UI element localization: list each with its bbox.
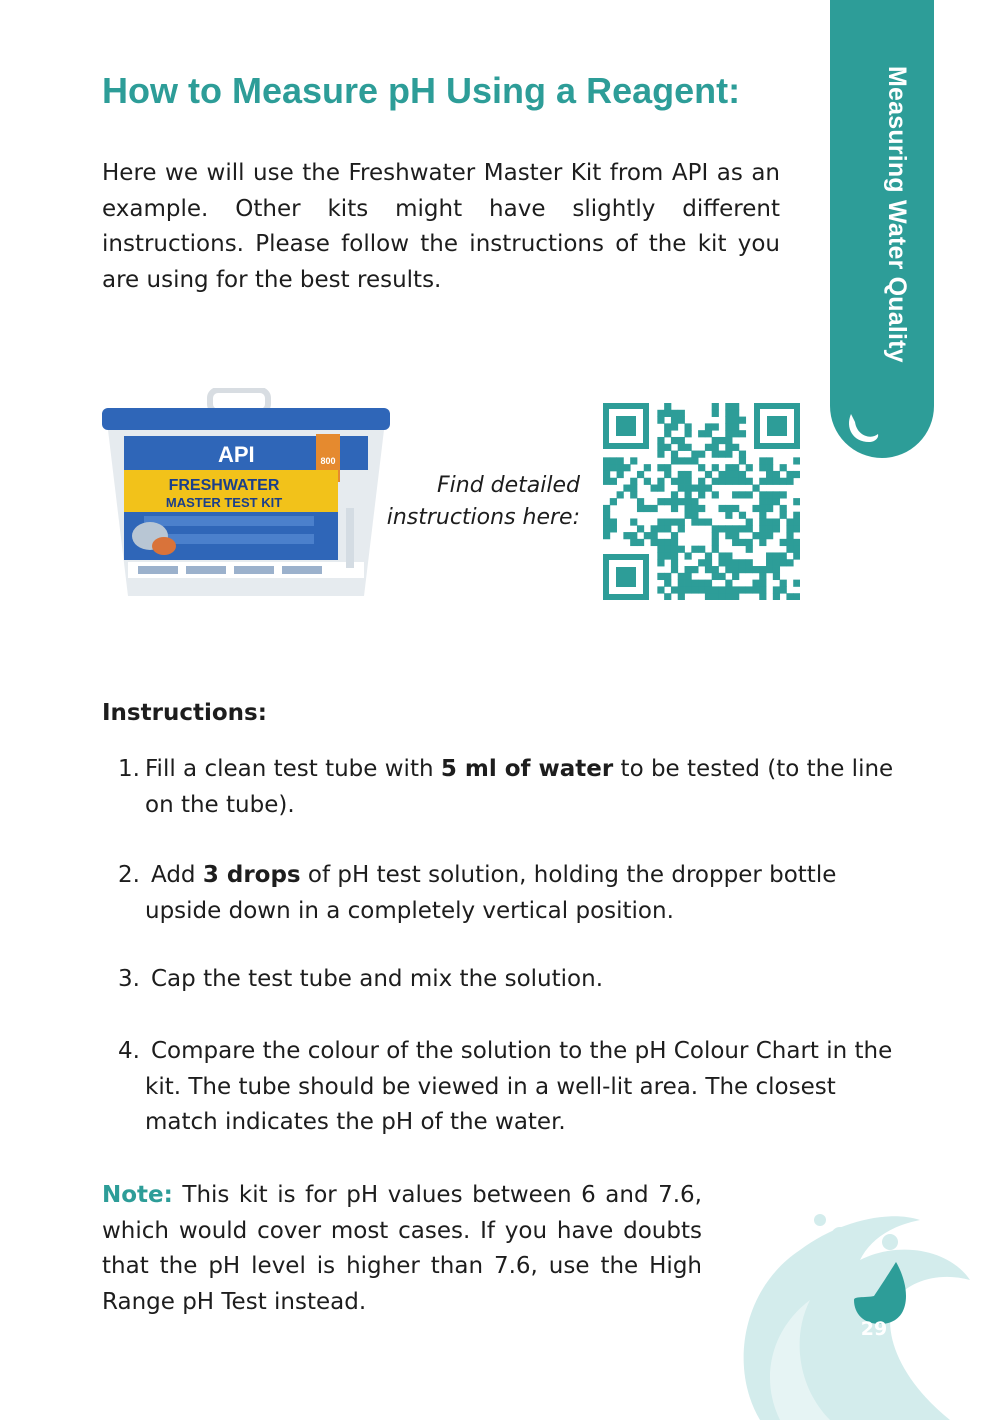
step-number: 2. (118, 862, 140, 888)
instructions-heading: Instructions: (102, 700, 267, 726)
instruction-step (118, 1034, 898, 1141)
kit-product-line2: MASTER TEST KIT (165, 495, 283, 510)
note-label: Note: (102, 1182, 173, 1208)
qr-code[interactable] (603, 403, 800, 600)
kit-product-line1: FRESHWATER (168, 477, 280, 494)
step-text: Compare the colour of the solution to the pH Colour Chart in the kit. The tube should be viewed in a well-lit area. The closest match indicates the pH of the water. (145, 1038, 893, 1135)
instruction-step (118, 752, 898, 823)
note-text: This kit is for pH values between 6 and 7.6, which would cover most cases. If you have doubts that the pH level is higher than 7.6, use the High Range pH Test instead. (102, 1182, 702, 1315)
qr-caption: Find detailed instructions here: (386, 473, 580, 530)
page-number: 29 (860, 1318, 888, 1340)
step-text: Fill a clean test tube with 5 ml of water to be tested (to the line on the tube). (145, 756, 894, 818)
step-number: 3. (118, 966, 140, 992)
intro-paragraph: Here we will use the Freshwater Master Kit from API as an example. Other kits might have slightly different instructions. Please follow the instructions of the kit you are using for the best results. (102, 160, 780, 293)
instruction-step (118, 962, 898, 998)
step-text: Cap the test tube and mix the solution. (151, 966, 604, 992)
kit-badge: 800 (320, 456, 336, 466)
note-paragraph (102, 1178, 702, 1320)
api-test-kit-image (98, 388, 394, 602)
instruction-step (118, 858, 898, 929)
step-number: 1. (118, 756, 140, 782)
drop-swirl-icon (843, 408, 883, 448)
side-tab-label: Measuring Water Quality (883, 66, 911, 363)
step-text: Add 3 drops of pH test solution, holding the dropper bottle upside down in a completely vertical position. (145, 862, 837, 924)
kit-brand: API (218, 442, 255, 467)
page-title: How to Measure pH Using a Reagent: (102, 70, 741, 111)
step-number: 4. (118, 1038, 140, 1064)
